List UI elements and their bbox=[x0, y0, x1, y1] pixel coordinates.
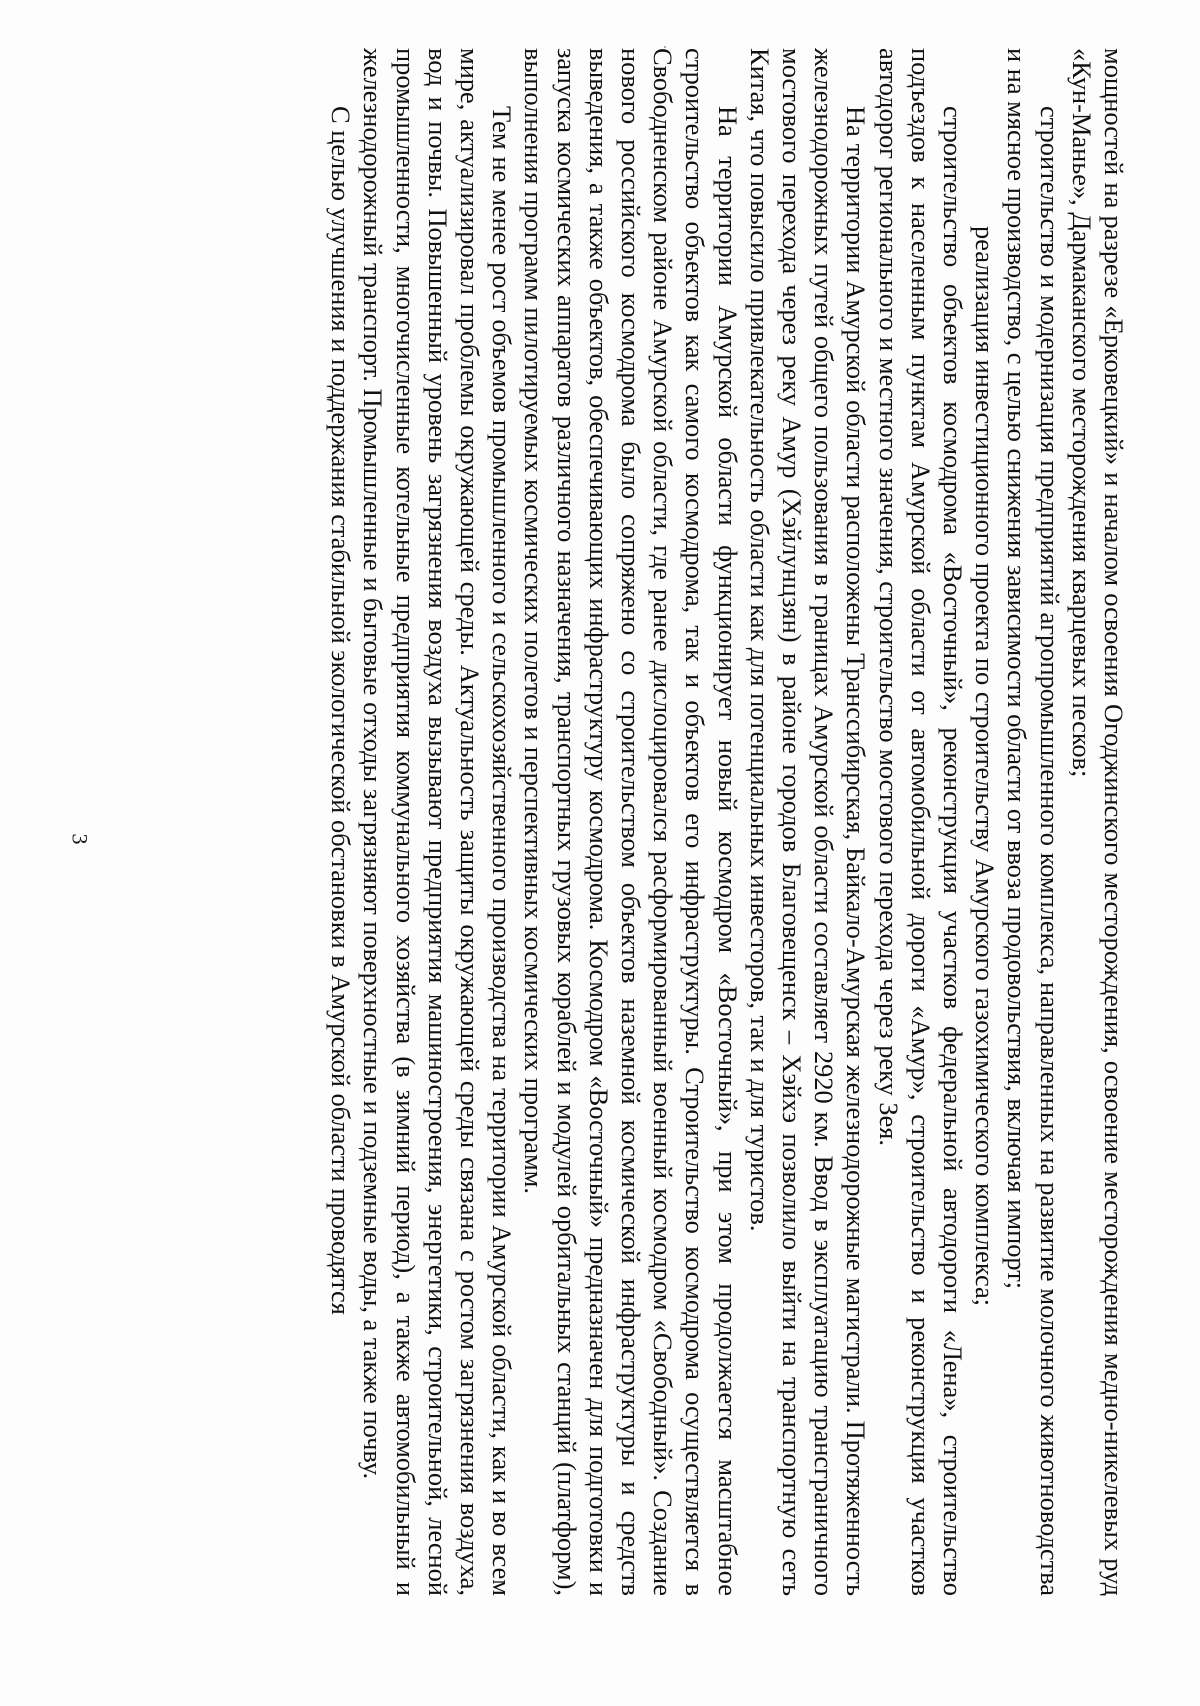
paragraph: строительство и модернизация предприятий агропромышленного комплекса, направленных на развитие молочного животноводства и на мясное производство, с целью снижения зависимости области от ввоза продовольствия, включая импорт; bbox=[1002, 48, 1065, 1596]
paragraph: На территории Амурской области функционирует новый космодром «Восточный», при этом продолжается масштабное строительство объектов как самого космодрома, так и объектов его инфраструктуры. Строительство космодрома осуществляется в Свободненском районе Амурской области, где ранее дислоцировался расформированный военный космодром «Свободный». Создание нового российского космодрома было сопряжено со строительством объектов наземной космической инфраструктуры и средств выведения, а также объектов, обеспечивающих инфраструктуру космодрома. Космодром «Восточный» предназначен для подготовки и запуска космических аппаратов различного назначения, транспортных грузовых кораблей и модулей орбитальных станций (платформ), выполнения программ пилотируемых космических полетов и перспективных космических программ. bbox=[519, 48, 743, 1596]
paragraph: На территории Амурской области расположены Транссибирская, Байкало-Амурская железнодорожные магистрали. Протяженность железнодорожных путей общего пользования в границах Амурской области составляет 2920 км. Ввод в эксплуатацию трансграничного мостового перехода через реку Амур (Хэйлунцзян) в районе городов Благовещенск – Хэйхэ позволило выйти на транспортную сеть Китая, что повысило привлекательность области как для потенциальных инвесторов, так и для туристов. bbox=[744, 48, 872, 1596]
paragraph: реализация инвестиционного проекта по строительству Амурского газохимического комплекса; bbox=[970, 226, 1001, 1307]
paragraph: С целью улучшения и поддержания стабильной экологической обстановки в Амурской области проводятся bbox=[326, 106, 357, 1315]
body-text bbox=[90, 48, 1130, 1596]
paragraph: мощностей на разрезе «Ерковецкий» и началом освоения Огоджинского месторождения, освоение месторождения медно-никелевых руд «Кун-Манье», Дармаканского месторождения кварцевых песков; bbox=[1066, 48, 1129, 1596]
paragraph: Тем не менее рост объемов промышленного и сельскохозяйственного производства на территории Амурской области, как и во всем мире, актуализировал проблемы окружающей среды. Актуальность защиты окружающей среды связана с ростом загрязнения воздуха, вод и почвы. Повышенный уровень загрязнения воздуха вызывают предприятия машиностроения, энергетики, строительной, лесной промышленности, многочисленные котельные предприятия коммунального хозяйства (в зимний период), а также автомобильный и железнодорожный транспорт. Промышленные и бытовые отходы загрязняют поверхностные и подземные воды, а также почву. bbox=[358, 48, 518, 1596]
page-number: 3 bbox=[67, 833, 93, 845]
paragraph: строительство объектов космодрома «Восточный», реконструкция участков федеральной автодороги «Лена», строительство подъездов к населенным пунктам Амурской области от автомобильной дороги «Амур», строительство и реконструкция участков автодорог регионального и местного значения, строительство мостового перехода через реку Зея. bbox=[873, 48, 968, 1596]
